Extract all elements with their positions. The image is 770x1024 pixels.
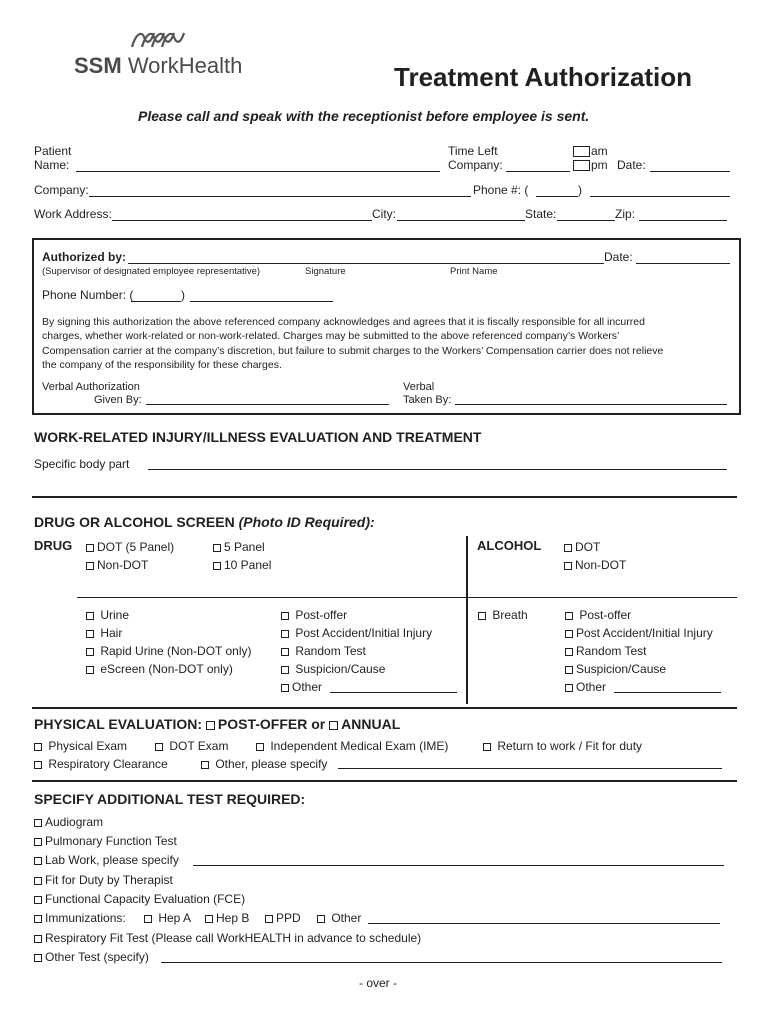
time-left-label: Time Left xyxy=(448,144,498,158)
rapid-label: Rapid Urine (Non-DOT only) xyxy=(100,644,252,658)
alc-other-option[interactable] xyxy=(565,680,606,694)
patient-name-field[interactable] xyxy=(76,171,440,172)
rapid-option[interactable] xyxy=(86,644,252,658)
return-label: Return to work / Fit for duty xyxy=(497,739,643,753)
ppd-option[interactable] xyxy=(265,911,301,925)
panel5-label: 5 Panel xyxy=(224,540,265,554)
alc-dot-option[interactable] xyxy=(564,540,600,554)
alc-other-field[interactable] xyxy=(614,692,721,693)
phone-number-field[interactable] xyxy=(590,196,730,197)
pulmonary-option[interactable] xyxy=(34,834,177,848)
auth-paragraph-line-1: By signing this authorization the above referenced company acknowledges and agrees that it is fiscally responsible for all incurred xyxy=(42,316,645,328)
alc-other-label: Other xyxy=(576,680,607,694)
escreen-option[interactable] xyxy=(86,662,233,676)
hep-a-option[interactable] xyxy=(144,911,191,925)
physical-heading xyxy=(34,716,400,732)
time-left-company-label: Company: xyxy=(448,158,503,172)
post-accident-checkbox[interactable] xyxy=(281,630,289,638)
state-field[interactable] xyxy=(557,220,615,221)
post-offer-eval-checkbox[interactable] xyxy=(206,721,215,730)
auth-phone-label: Phone Number: ( xyxy=(42,288,134,302)
random-option[interactable] xyxy=(281,644,366,658)
respiratory-option[interactable] xyxy=(34,757,168,771)
signature-caption: Signature xyxy=(305,266,346,277)
resp-fit-checkbox[interactable] xyxy=(34,935,42,943)
fit-duty-option[interactable] xyxy=(34,873,173,887)
page-title: Treatment Authorization xyxy=(394,62,693,92)
immun-other-field[interactable] xyxy=(368,923,720,924)
section-divider xyxy=(32,496,737,498)
city-field[interactable] xyxy=(397,220,525,221)
phone-label: Phone #: ( xyxy=(473,183,529,197)
panel5-option[interactable] xyxy=(213,540,265,554)
body-part-field[interactable] xyxy=(148,469,727,470)
work-address-label: Work Address: xyxy=(34,207,112,221)
alc-other-checkbox[interactable] xyxy=(565,684,573,692)
alc-nondot-label: Non-DOT xyxy=(575,558,627,572)
other-test-label: Other Test (specify) xyxy=(45,950,149,964)
dot-exam-option[interactable] xyxy=(155,739,228,753)
physical-other-field[interactable] xyxy=(338,768,722,769)
patient-label: Patient xyxy=(34,144,72,158)
verbal-taken-label-1: Verbal xyxy=(403,381,435,393)
breath-option[interactable] xyxy=(478,608,528,622)
alc-random-label: Random Test xyxy=(576,644,647,658)
ppd-checkbox[interactable] xyxy=(265,915,273,923)
alc-suspicion-label: Suspicion/Cause xyxy=(576,662,667,676)
physical-other-option[interactable] xyxy=(201,757,327,771)
verbal-given-field[interactable] xyxy=(146,404,389,405)
resp-fit-label: Respiratory Fit Test (Please call WorkHEALTH in advance to schedule) xyxy=(45,931,422,945)
escreen-label: eScreen (Non-DOT only) xyxy=(100,662,233,676)
rapid-checkbox[interactable] xyxy=(86,648,94,656)
verbal-given-label-2: Given By: xyxy=(94,394,142,406)
auth-paragraph-line-4: the company of the responsibility for these charges. xyxy=(42,358,282,371)
injury-heading: WORK-RELATED INJURY/ILLNESS EVALUATION AND TREATMENT xyxy=(34,429,482,445)
auth-phone-area-field[interactable] xyxy=(131,301,181,302)
post-accident-option[interactable] xyxy=(281,626,432,640)
random-label: Random Test xyxy=(295,644,366,658)
urine-label: Urine xyxy=(100,608,130,622)
labwork-option[interactable] xyxy=(34,853,179,867)
post-offer-option[interactable] xyxy=(281,608,347,622)
screen-heading-italic: (Photo ID Required): xyxy=(238,514,375,530)
drug-other-field[interactable] xyxy=(330,692,457,693)
hair-label: Hair xyxy=(100,626,123,640)
screen-heading-text: DRUG OR ALCOHOL SCREEN xyxy=(34,514,239,530)
brand-light: WorkHealth xyxy=(127,53,243,78)
auth-date-label: Date: xyxy=(604,250,633,264)
nondot-label: Non-DOT xyxy=(97,558,149,572)
dot-exam-label: DOT Exam xyxy=(169,739,229,753)
tests-divider xyxy=(32,780,737,782)
verbal-given-label-1: Verbal Authorization xyxy=(42,381,140,393)
labwork-field[interactable] xyxy=(193,865,724,866)
other-test-field[interactable] xyxy=(161,962,722,963)
physical-exam-checkbox[interactable] xyxy=(34,743,42,751)
zip-label: Zip: xyxy=(615,207,636,221)
fit-duty-checkbox[interactable] xyxy=(34,877,42,885)
phone-area-field[interactable] xyxy=(536,196,578,197)
alc-dot-checkbox[interactable] xyxy=(564,544,572,552)
alc-dot-label: DOT xyxy=(575,540,601,554)
screen-horizontal-divider xyxy=(77,597,737,598)
resp-fit-option[interactable] xyxy=(34,931,421,945)
audiogram-checkbox[interactable] xyxy=(34,819,42,827)
alc-random-option[interactable] xyxy=(565,644,646,658)
phone-close: ) xyxy=(578,183,582,197)
panel5-checkbox[interactable] xyxy=(213,544,221,552)
body-part-label: Specific body part xyxy=(34,457,130,471)
city-label: City: xyxy=(372,207,396,221)
audiogram-option[interactable] xyxy=(34,815,103,829)
suspicion-checkbox[interactable] xyxy=(281,666,289,674)
ppd-label: PPD xyxy=(276,911,301,925)
verbal-taken-label-2: Taken By: xyxy=(403,394,452,406)
supervisor-note: (Supervisor of designated employee representative) xyxy=(42,266,261,277)
dot5-label: DOT (5 Panel) xyxy=(97,540,175,554)
authorized-by-field[interactable] xyxy=(128,263,604,264)
immun-other-label: Other xyxy=(331,911,362,925)
alc-nondot-checkbox[interactable] xyxy=(564,562,572,570)
post-offer-eval-label: POST-OFFER or xyxy=(217,716,330,732)
hep-a-label: Hep A xyxy=(158,911,192,925)
pm-label: pm xyxy=(591,158,608,172)
other-test-option[interactable] xyxy=(34,950,149,964)
post-accident-label: Post Accident/Initial Injury xyxy=(295,626,433,640)
work-address-field[interactable] xyxy=(112,220,372,221)
other-checkbox[interactable] xyxy=(281,684,289,692)
alc-post-accident-label: Post Accident/Initial Injury xyxy=(576,626,713,640)
alc-post-offer-checkbox[interactable] xyxy=(565,612,573,620)
return-checkbox[interactable] xyxy=(483,743,491,751)
hep-b-checkbox[interactable] xyxy=(205,915,213,923)
fit-duty-label: Fit for Duty by Therapist xyxy=(45,873,173,887)
alc-post-offer-label: Post-offer xyxy=(579,608,632,622)
date-label: Date: xyxy=(617,158,646,172)
breath-checkbox[interactable] xyxy=(478,612,486,620)
respiratory-checkbox[interactable] xyxy=(34,761,42,769)
page-over-note: - over - xyxy=(359,976,398,990)
random-checkbox[interactable] xyxy=(281,648,289,656)
panel10-label: 10 Panel xyxy=(224,558,272,572)
tests-heading: SPECIFY ADDITIONAL TEST REQUIRED: xyxy=(34,791,306,807)
physical-exam-label: Physical Exam xyxy=(48,739,128,753)
company-label: Company: xyxy=(34,183,89,197)
auth-paragraph-line-2: charges, whether work-related or non-work-related. Charges may be submitted to the above referenced company’s Workers’ xyxy=(42,330,620,343)
ssm-logo-icon xyxy=(128,27,188,49)
auth-phone-close: ) xyxy=(181,288,185,302)
ime-option[interactable] xyxy=(256,739,448,753)
nondot-option[interactable] xyxy=(86,558,148,572)
date-field[interactable] xyxy=(650,171,730,172)
immun-other-checkbox[interactable] xyxy=(317,915,325,923)
drug-label: DRUG xyxy=(34,538,73,553)
panel10-checkbox[interactable] xyxy=(213,562,221,570)
dot-exam-checkbox[interactable] xyxy=(155,743,163,751)
immunizations-option[interactable] xyxy=(34,911,126,925)
post-offer-checkbox[interactable] xyxy=(281,612,289,620)
alcohol-label: ALCOHOL xyxy=(477,538,542,553)
alc-post-accident-checkbox[interactable] xyxy=(565,630,573,638)
physical-heading-text: PHYSICAL EVALUATION: xyxy=(34,716,206,732)
alc-suspicion-option[interactable] xyxy=(565,662,666,676)
brand-bold: SSM xyxy=(74,53,122,78)
authorized-by-label: Authorized by: xyxy=(42,250,126,264)
am-label: am xyxy=(591,144,608,158)
other-label: Other xyxy=(292,680,323,694)
other-test-checkbox[interactable] xyxy=(34,954,42,962)
hair-checkbox[interactable] xyxy=(86,630,94,638)
ime-checkbox[interactable] xyxy=(256,743,264,751)
alc-nondot-option[interactable] xyxy=(564,558,626,572)
auth-paragraph-line-3: Compensation carrier at the company’s discretion, but failure to submit charges to the Workers’ Compensation carrier does not relieve xyxy=(42,344,664,357)
immunizations-label: Immunizations: xyxy=(45,911,126,925)
fce-option[interactable] xyxy=(34,892,245,906)
respiratory-label: Respiratory Clearance xyxy=(48,757,168,771)
labwork-label: Lab Work, please specify xyxy=(45,853,179,867)
hep-b-option[interactable] xyxy=(205,911,249,925)
dot5-option[interactable] xyxy=(86,540,174,554)
alc-random-checkbox[interactable] xyxy=(565,648,573,656)
physical-other-checkbox[interactable] xyxy=(201,761,209,769)
annual-checkbox[interactable] xyxy=(329,721,338,730)
labwork-checkbox[interactable] xyxy=(34,857,42,865)
name-label: Name: xyxy=(34,158,70,172)
screen-heading xyxy=(34,514,375,530)
auth-paragraph xyxy=(42,315,663,372)
hep-a-checkbox[interactable] xyxy=(144,915,152,923)
screen-vertical-divider xyxy=(466,536,468,704)
zip-field[interactable] xyxy=(639,220,727,221)
verbal-taken-field[interactable] xyxy=(455,404,727,405)
auth-date-field[interactable] xyxy=(636,263,730,264)
urine-option[interactable] xyxy=(86,608,129,622)
audiogram-label: Audiogram xyxy=(45,815,104,829)
hair-option[interactable] xyxy=(86,626,122,640)
physical-other-label: Other, please specify xyxy=(215,757,328,771)
urine-checkbox[interactable] xyxy=(86,612,94,620)
physical-divider xyxy=(32,707,737,709)
suspicion-label: Suspicion/Cause xyxy=(295,662,386,676)
alc-suspicion-checkbox[interactable] xyxy=(565,666,573,674)
other-option[interactable] xyxy=(281,680,322,694)
time-left-field[interactable] xyxy=(506,171,570,172)
subtitle: Please call and speak with the receptionist before employee is sent. xyxy=(138,108,590,124)
brand-logo xyxy=(74,53,242,79)
return-option[interactable] xyxy=(483,739,642,753)
annual-label: ANNUAL xyxy=(341,716,401,732)
auth-phone-number-field[interactable] xyxy=(190,301,333,302)
alc-post-accident-option[interactable] xyxy=(565,626,713,640)
immunizations-checkbox[interactable] xyxy=(34,915,42,923)
ime-label: Independent Medical Exam (IME) xyxy=(270,739,449,753)
physical-exam-option[interactable] xyxy=(34,739,127,753)
fce-label: Functional Capacity Evaluation (FCE) xyxy=(45,892,246,906)
fce-checkbox[interactable] xyxy=(34,896,42,904)
immun-other-option[interactable] xyxy=(317,911,361,925)
escreen-checkbox[interactable] xyxy=(86,666,94,674)
hep-b-label: Hep B xyxy=(216,911,250,925)
breath-label: Breath xyxy=(492,608,528,622)
pulmonary-checkbox[interactable] xyxy=(34,838,42,846)
state-label: State: xyxy=(525,207,557,221)
alc-post-offer-option[interactable] xyxy=(565,608,631,622)
panel10-option[interactable] xyxy=(213,558,271,572)
pm-checkbox[interactable] xyxy=(573,160,590,171)
company-field[interactable] xyxy=(89,196,471,197)
print-name-caption: Print Name xyxy=(450,266,498,277)
am-checkbox[interactable] xyxy=(573,146,590,157)
suspicion-option[interactable] xyxy=(281,662,385,676)
dot5-checkbox[interactable] xyxy=(86,544,94,552)
pulmonary-label: Pulmonary Function Test xyxy=(45,834,177,848)
post-offer-label: Post-offer xyxy=(295,608,348,622)
nondot-checkbox[interactable] xyxy=(86,562,94,570)
